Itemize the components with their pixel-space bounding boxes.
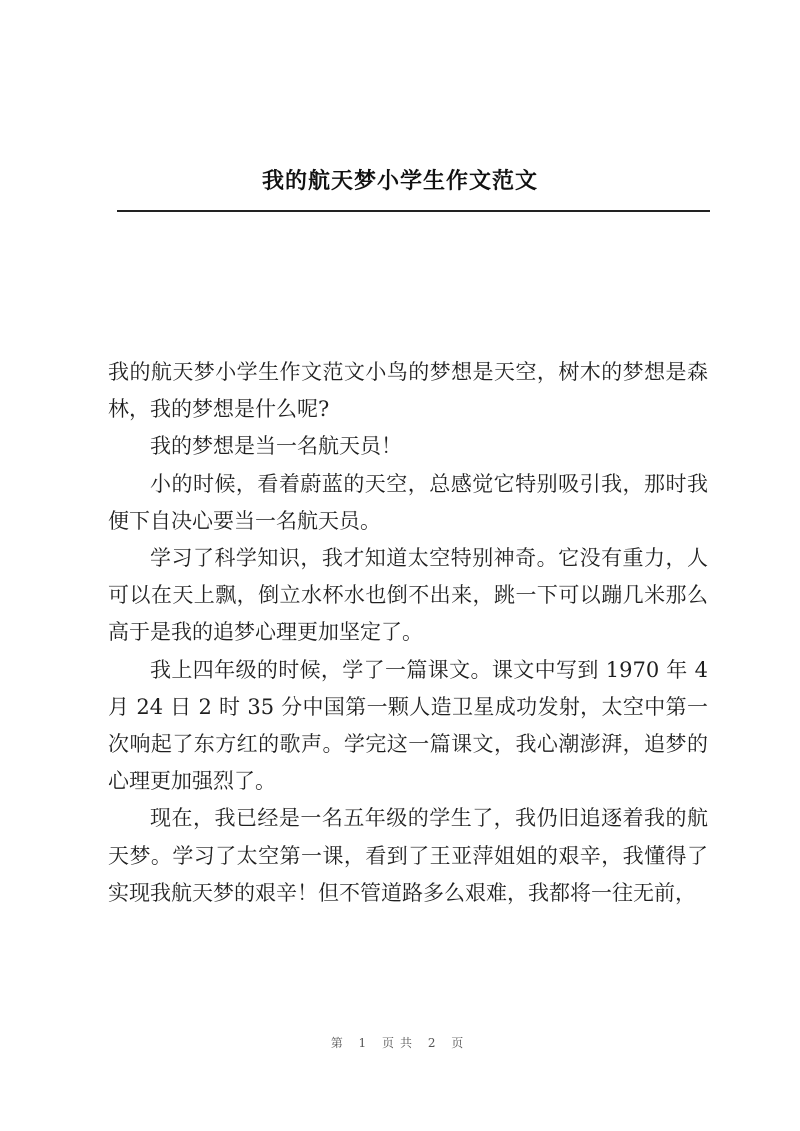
paragraph-5: 我上四年级的时候，学了一篇课文。课文中写到 1970 年 4 月 24 日 2 时 35 分中国第一颗人造卫星成功发射，太空中第一次响起了东方红的歌声。学完这一篇课文，我心潮澎湃，追梦的心理更加强烈了。 (108, 657, 708, 794)
paragraph-3: 小的时候，看着蔚蓝的天空，总感觉它特别吸引我，那时我便下自决心要当一名航天员。 (108, 471, 708, 533)
title-underline-rule (117, 210, 710, 212)
paragraph-2: 我的梦想是当一名航天员！ (150, 434, 402, 459)
page-number-footer: 第 1 页共 2 页 (330, 1036, 470, 1050)
paragraph-4: 学习了科学知识，我才知道太空特别神奇。它没有重力，人可以在天上飘，倒立水杯水也倒不出来，跳一下可以蹦几米那么高于是我的追梦心理更加坚定了。 (108, 546, 708, 645)
document-title: 我的航天梦小学生作文范文 (261, 168, 538, 194)
paragraph-6: 现在，我已经是一名五年级的学生了，我仍旧追逐着我的航天梦。学习了太空第一课，看到了王亚萍姐姐的艰辛，我懂得了实现我航天梦的艰辛！但不管道路多么艰难，我都将一往无前， (108, 806, 708, 905)
document-body (108, 354, 708, 912)
paragraph-1: 我的航天梦小学生作文范文小鸟的梦想是天空，树木的梦想是森林，我的梦想是什么呢? (108, 360, 708, 422)
